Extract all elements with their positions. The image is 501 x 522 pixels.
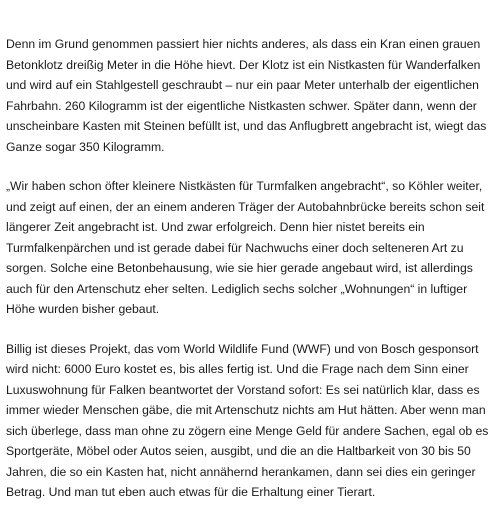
paragraph-2: „Wir haben schon öfter kleinere Nistkästen für Turmfalken angebracht“, so Köhler weiter, und zeigt auf einen, der an einem anderen Träger der Autobahnbrücke bereits schon seit längerer Zeit angebracht ist. Und zwar erfolgreich. Denn hier nistet bereits ein Turmfalkenpärchen und ist gerade dabei für Nachwuchs einer doch selteneren Art zu sorgen. Solche eine Betonbehausung, wie sie hier gerade angebaut wird, ist allerdings auch für den Artenschutz eher selten. Lediglich sechs solcher „Wohnungen“ in luftiger Höhe wurden bisher gebaut. (6, 179, 485, 316)
article-body (6, 34, 498, 522)
paragraph-3: Billig ist dieses Projekt, das vom World Wildlife Fund (WWF) und von Bosch gesponsort wird nicht: 6000 Euro kostet es, bis alles fertig ist. Und die Frage nach dem Sinn einer Luxuswohnung für Falken beantwortet der Vorstand sofort: Es sei natürlich klar, dass es immer wieder Menschen gäbe, die mit Artenschutz nichts am Hut hätten. Aber wenn man sich überlege, dass man ohne zu zögern eine Menge Geld für andere Sachen, egal ob es Sportgeräte, Möbel oder Autos seien, ausgibt, und die an die Haltbarkeit von 30 bis 50 Jahren, die so ein Kasten hat, nicht annähernd herankamen, dann sei dies ein geringer Betrag. Und man tut eben auch etwas für die Erhaltung einer Tierart. (6, 341, 489, 499)
paragraph-1: Denn im Grund genommen passiert hier nichts anderes, als dass ein Kran einen grauen Betonklotz dreißig Meter in die Höhe hievt. Der Klotz ist ein Nistkasten für Wanderfalken und wird auf ein Stahlgestell geschraubt – nur ein paar Meter unterhalb der eigentlichen Fahrbahn. 260 Kilogramm ist der eigentliche Nistkasten schwer. Später dann, wenn der unscheinbare Kasten mit Steinen befüllt ist, und das Anflugbrett angebracht ist, wiegt das Ganze sogar 350 Kilogramm. (6, 37, 487, 154)
